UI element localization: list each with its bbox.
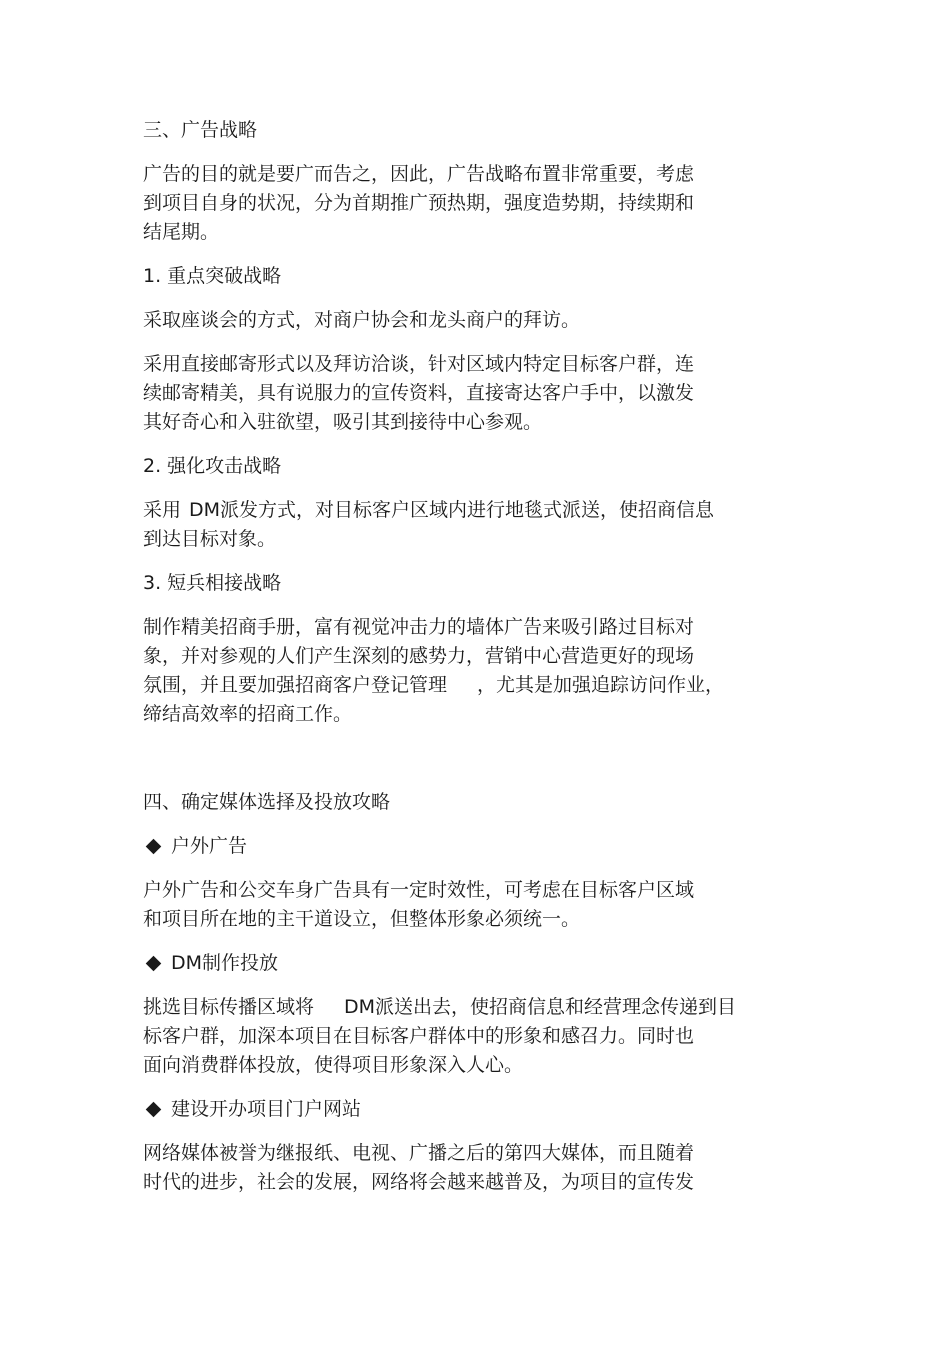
text-line: 续邮寄精美，具有说服力的宣传资料，直接寄达客户手中，以激发	[143, 382, 695, 404]
text-run: ，尤其是加强追踪访问作业，	[477, 674, 725, 696]
text-line	[143, 993, 793, 1022]
text-line: 广告的目的就是要广而告之，因此，广告战略布置非常重要，考虑	[143, 163, 695, 185]
strategy-3-heading: 3. 短兵相接战略	[143, 572, 282, 594]
diamond-bullet-icon	[146, 839, 162, 855]
text-line	[143, 671, 793, 700]
text-run: DM派发方式，对目标客户区域内进行地毯式派送，使招商信息	[189, 499, 715, 521]
diamond-bullet-icon	[146, 1102, 162, 1118]
text-run: DM派送出去，使招商信息和经营理念传递到目	[344, 996, 737, 1018]
text-line: 制作精美招商手册，富有视觉冲击力的墙体广告来吸引路过目标对	[143, 616, 695, 638]
strategy-1-heading: 1. 重点突破战略	[143, 265, 282, 287]
text-line	[143, 496, 793, 525]
text-line: 到达目标对象。	[143, 528, 277, 550]
strategy-2-paragraph	[143, 496, 793, 554]
diamond-bullet-icon	[146, 956, 162, 972]
text-line: 时代的进步，社会的发展，网络将会越来越普及，为项目的宣传发	[143, 1171, 695, 1193]
text-line: 象，并对参观的人们产生深刻的感势力，营销中心营造更好的现场	[143, 645, 695, 667]
text-line: 其好奇心和入驻欲望，吸引其到接待中心参观。	[143, 411, 543, 433]
text-line: 户外广告和公交车身广告具有一定时效性，可考虑在目标客户区域	[143, 879, 695, 901]
text-line: 面向消费群体投放，使得项目形象深入人心。	[143, 1054, 524, 1076]
strategy-3-paragraph	[143, 613, 793, 729]
text-line: 到项目自身的状况，分为首期推广预热期，强度造势期，持续期和	[143, 192, 695, 214]
section-4-heading: 四、确定媒体选择及投放攻略	[143, 791, 391, 813]
text-line: 采用直接邮寄形式以及拜访洽谈，针对区域内特定目标客户群，连	[143, 353, 695, 375]
section-3-intro	[143, 160, 793, 247]
strategy-1-paragraph-2	[143, 350, 793, 437]
text-run: 挑选目标传播区域将	[143, 996, 315, 1018]
text-line: 和项目所在地的主干道设立，但整体形象必须统一。	[143, 908, 581, 930]
text-line: 缔结高效率的招商工作。	[143, 703, 353, 725]
bullet-portal-website	[143, 1095, 793, 1124]
strategy-1-paragraph-1	[143, 306, 793, 335]
text-run: 氛围，并且要加强招商客户登记管理	[143, 674, 448, 696]
bullet-title: 户外广告	[171, 835, 248, 857]
bullet-title: 建设开办项目门户网站	[171, 1098, 362, 1120]
strategy-2-heading: 2. 强化攻击战略	[143, 455, 282, 477]
outdoor-ads-paragraph	[143, 876, 793, 934]
text-line: 采取座谈会的方式，对商户协会和龙头商户的拜访。	[143, 309, 581, 331]
text-run: 采用	[143, 499, 182, 521]
section-3-heading: 三、广告战略	[143, 119, 258, 141]
text-line: 网络媒体被誉为继报纸、电视、广播之后的第四大媒体，而且随着	[143, 1142, 695, 1164]
portal-website-paragraph	[143, 1139, 793, 1197]
section-spacer	[143, 744, 793, 788]
bullet-title: DM制作投放	[171, 952, 279, 974]
bullet-dm-production	[143, 949, 793, 978]
bullet-outdoor-ads	[143, 832, 793, 861]
document-body	[143, 116, 793, 1212]
text-line: 结尾期。	[143, 221, 220, 243]
dm-production-paragraph	[143, 993, 793, 1080]
text-line: 标客户群，加深本项目在目标客户群体中的形象和感召力。同时也	[143, 1025, 695, 1047]
